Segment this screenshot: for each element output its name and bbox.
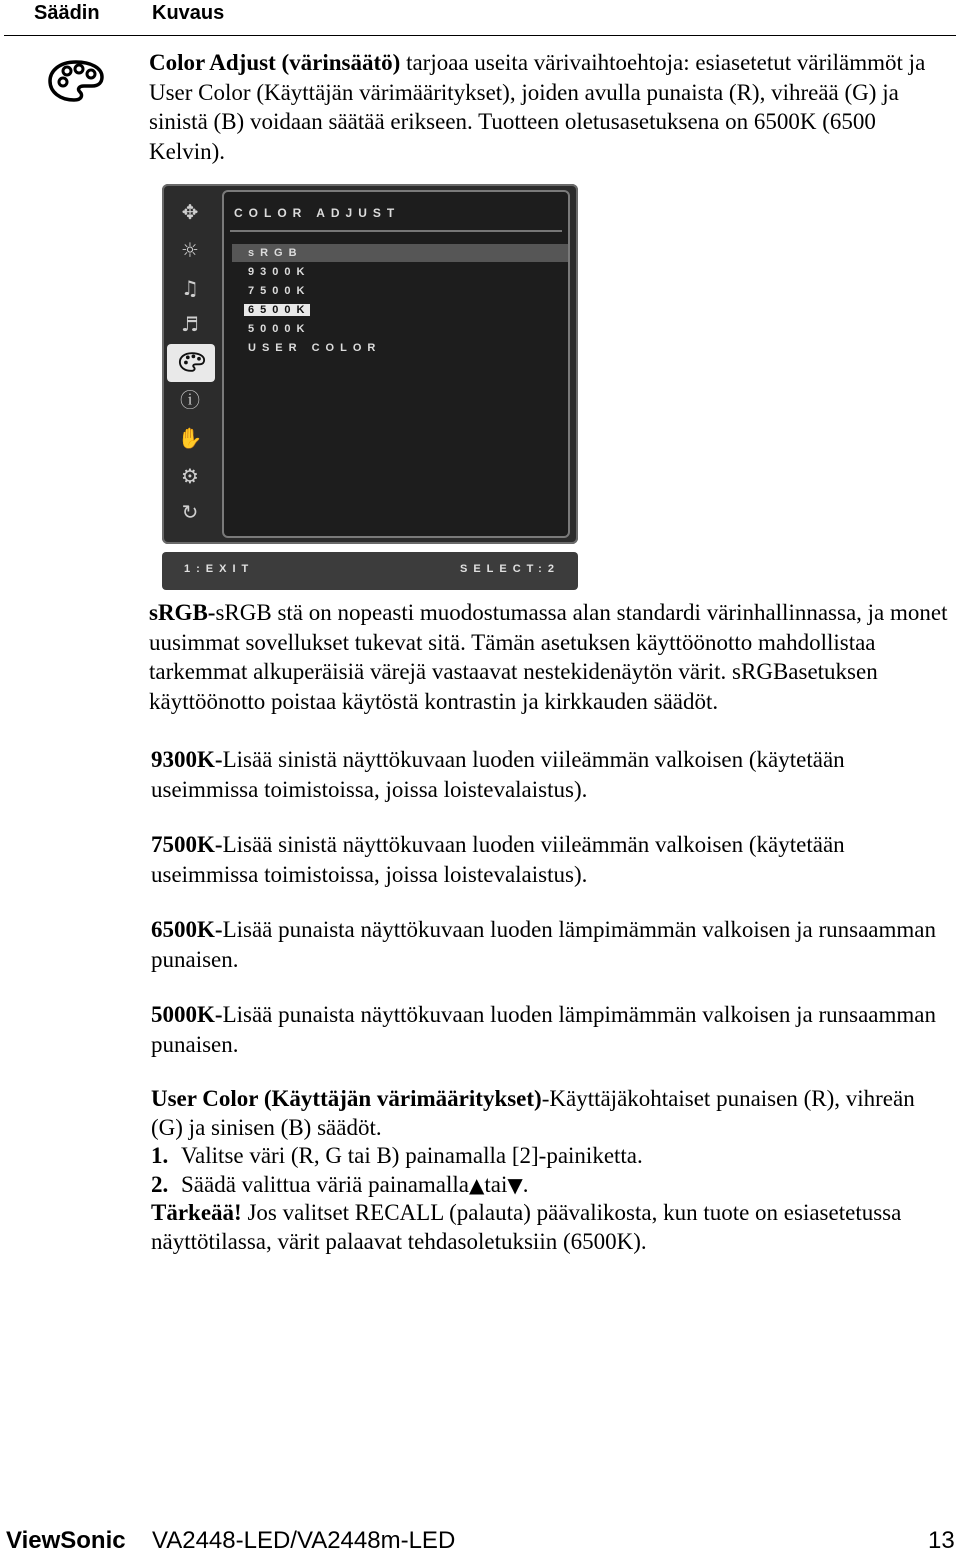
osd-divider bbox=[230, 230, 562, 232]
triangle-up-icon: ▲ bbox=[469, 1172, 485, 1197]
manual-adjust-icon: ✋ bbox=[177, 426, 203, 450]
step2-text-a: Säädä valittua väriä painamalla bbox=[181, 1171, 470, 1197]
osd-menu bbox=[162, 184, 578, 544]
osd-palette-icon bbox=[178, 350, 206, 374]
k6500-bold: 6500K- bbox=[151, 917, 223, 942]
user-bold: User Color (Käyttäjän värimääritykset) bbox=[151, 1086, 542, 1111]
k7500-bold: 7500K- bbox=[151, 832, 223, 857]
setup-gear-icon: ⚙ bbox=[181, 464, 199, 488]
osd-item-6500k: 6500K bbox=[244, 304, 310, 316]
info-icon: ⓘ bbox=[180, 388, 200, 412]
osd-button-bar bbox=[162, 552, 578, 590]
osd-item-7500k: 7500K bbox=[248, 285, 311, 297]
intro-bold: Color Adjust (värinsäätö) bbox=[149, 50, 401, 75]
input-icon: ✥ bbox=[181, 200, 199, 224]
footer-model: VA2448-LED/VA2448m-LED bbox=[152, 1527, 456, 1554]
osd-item-5000k: 5000K bbox=[248, 323, 311, 335]
user-text: -Käyttäjäkohtaiset punaisen (R), vihreän (G) ja sinisen (B) säädöt. bbox=[151, 1086, 915, 1140]
srgb-bold: sRGB- bbox=[149, 600, 216, 625]
color-palette-icon bbox=[46, 58, 106, 104]
user-color-paragraph bbox=[151, 1085, 951, 1256]
k7500-paragraph bbox=[151, 830, 951, 889]
column-header-description: Kuvaus bbox=[152, 2, 225, 24]
note-text: Jos valitset RECALL (palauta) päävalikosta, kun tuote on esiasetetussa näyttötilassa, värit palaavat tehdasoletuksiin (6500K). bbox=[151, 1200, 902, 1254]
footer-brand: ViewSonic bbox=[6, 1527, 126, 1554]
step2-text-b: tai bbox=[484, 1171, 508, 1197]
recall-icon: ↻ bbox=[181, 500, 199, 524]
osd-item-user-color: USER COLOR bbox=[248, 342, 382, 354]
intro-paragraph bbox=[149, 48, 949, 166]
k9300-bold: 9300K- bbox=[151, 747, 223, 772]
osd-icon-column bbox=[162, 184, 222, 544]
k9300-text: Lisää sinistä näyttökuvaan luoden viileämmän valkoisen (käytetään useimmissa toimistoissa, joissa loistevalaistus). bbox=[151, 747, 845, 802]
column-header-control: Säädin bbox=[34, 2, 100, 24]
osd-panel bbox=[222, 190, 570, 538]
k5000-text: Lisää punaista näyttökuvaan luoden lämpimämmän valkoisen ja runsaamman punaisen. bbox=[151, 1002, 937, 1057]
triangle-down-icon: ▼ bbox=[507, 1172, 523, 1197]
note-bold: Tärkeää! bbox=[151, 1200, 242, 1225]
intro-text: tarjoaa useita värivaihtoehtoja: esiasetetut värilämmöt ja User Color (Käyttäjän värimääritykset), joiden avulla punaista (R), vihreää (G) ja sinistä (B) voidaan säätää erikseen. Tuotteen oletusasetuksena on 6500K (6500 Kelvin). bbox=[149, 50, 926, 164]
osd-item-9300k: 9300K bbox=[248, 266, 311, 278]
srgb-paragraph bbox=[149, 598, 949, 716]
osd-item-srgb: sRGB bbox=[248, 247, 303, 259]
footer-page-number: 13 bbox=[928, 1527, 955, 1554]
k6500-text: Lisää punaista näyttökuvaan luoden lämpimämmän valkoisen ja runsaamman punaisen. bbox=[151, 917, 937, 972]
step1-text: Valitse väri (R, G tai B) painamalla [2]-painiketta. bbox=[181, 1143, 643, 1168]
osd-title: COLOR ADJUST bbox=[234, 206, 401, 220]
k5000-bold: 5000K- bbox=[151, 1002, 223, 1027]
srgb-text: sRGB stä on nopeasti muodostumassa alan standardi värinhallinnassa, ja monet uusimmat sovellukset tukevat sitä. Tämän asetuksen käyttöönotto mahdollistaa tarkemmat alkuperäisiä värejä vastaavat nestekidenäytön värit. sRGBasetuksen käyttöönotto poistaa käytöstä kontrastin ja kirkkauden säädöt. bbox=[149, 600, 948, 714]
audio-icon: ♬ bbox=[181, 312, 199, 336]
osd-exit-label: 1:EXIT bbox=[184, 563, 255, 575]
step2-text-c: . bbox=[522, 1171, 529, 1197]
step2-number: 2. bbox=[151, 1171, 169, 1197]
osd-select-label: SELECT:2 bbox=[460, 563, 560, 575]
k9300-paragraph bbox=[151, 745, 951, 804]
header-rule bbox=[4, 35, 956, 36]
brightness-icon: ☼ bbox=[181, 238, 199, 262]
step1-number: 1. bbox=[151, 1143, 169, 1168]
k7500-text: Lisää sinistä näyttökuvaan luoden viileämmän valkoisen (käytetään useimmissa toimistoissa, joissa loistevalaistus). bbox=[151, 832, 845, 887]
k6500-paragraph bbox=[151, 915, 951, 974]
speaker-icon: ♫ bbox=[181, 276, 199, 300]
k5000-paragraph bbox=[151, 1000, 951, 1059]
